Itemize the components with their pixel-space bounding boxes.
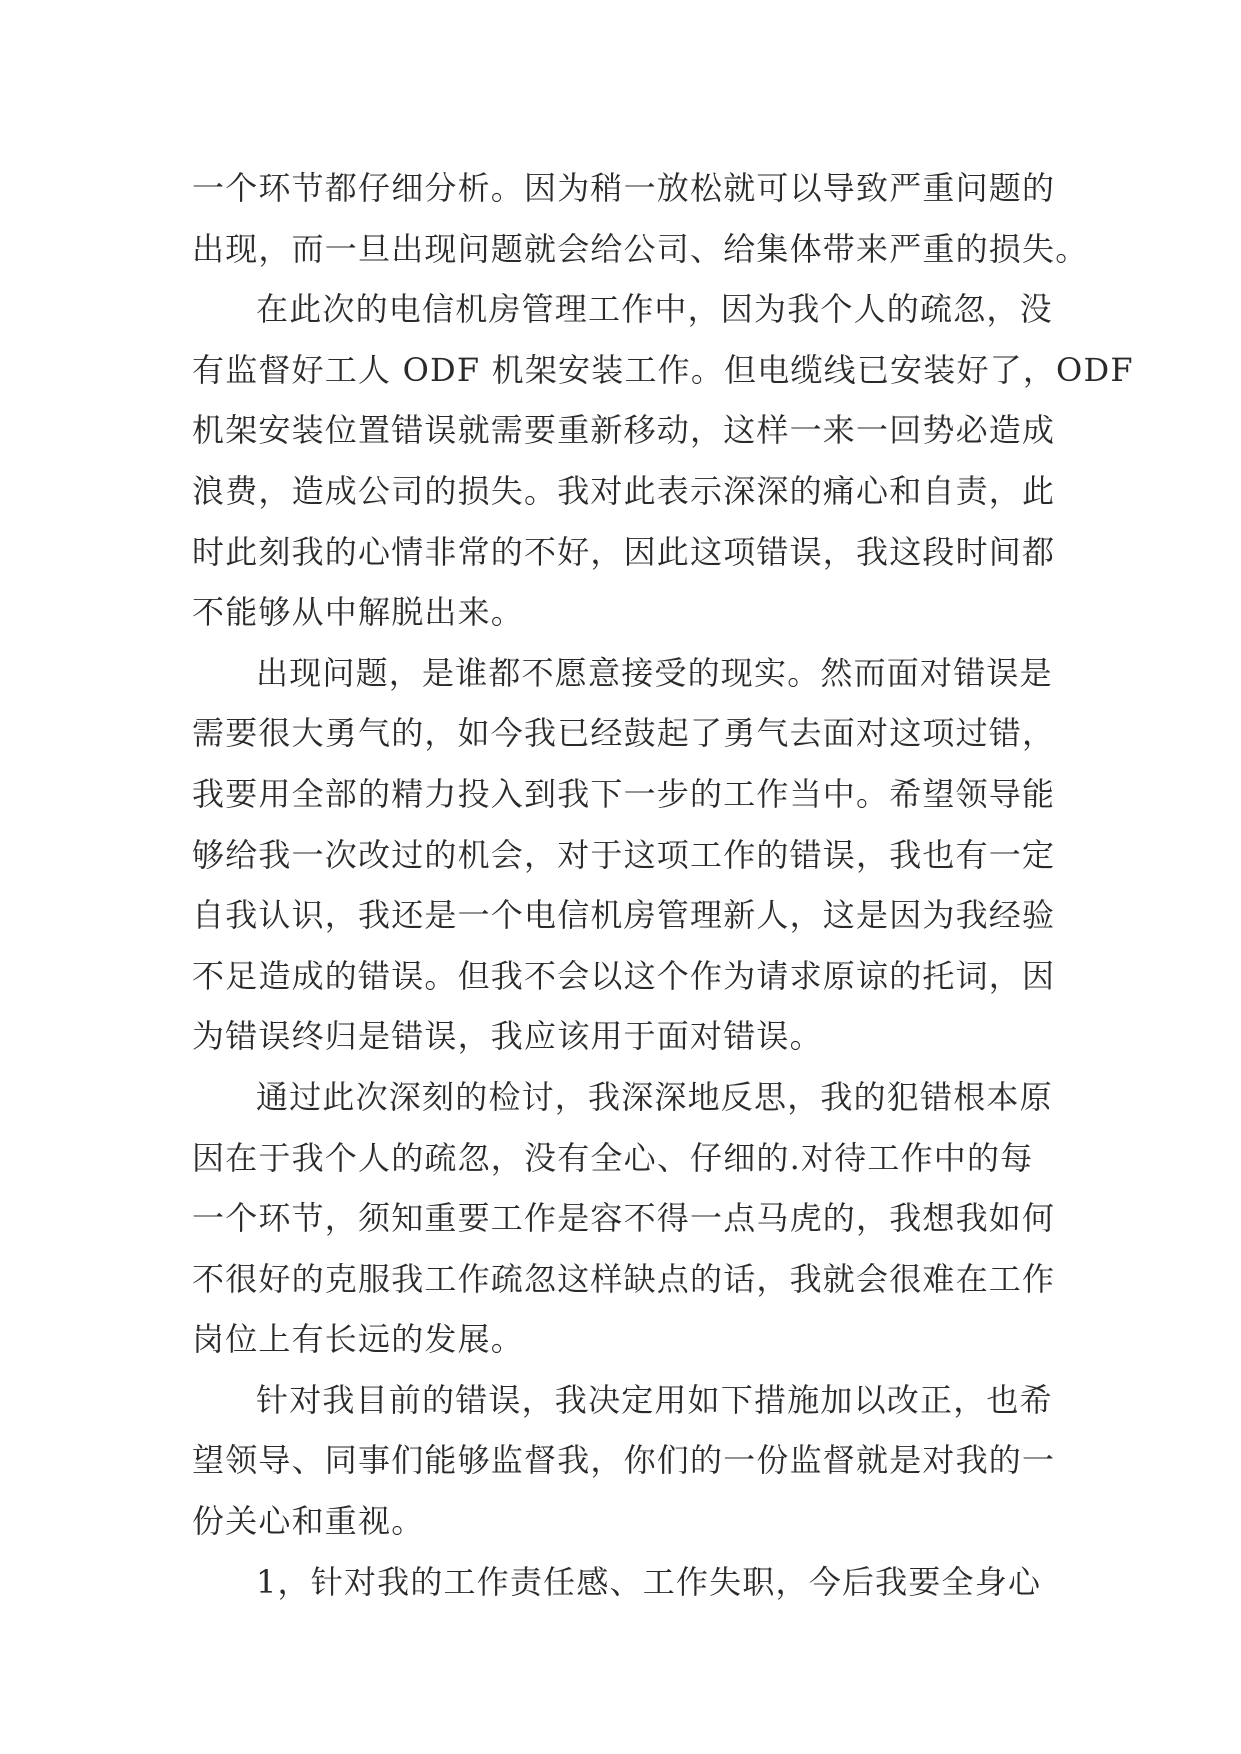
paragraph-first-line: 通过此次深刻的检讨，我深深地反思，我的犯错根本原 [256,1077,1053,1116]
text-line: 为错误终归是错误，我应该用于面对错误。 [192,1017,823,1056]
text-line: 出现，而一旦出现问题就会给公司、给集体带来严重的损失。 [192,229,1089,268]
text-line: 岗位上有长远的发展。 [192,1320,525,1359]
text-line: 份关心和重视。 [192,1502,425,1541]
text-line: 不能够从中解脱出来。 [192,593,525,632]
text-line: 浪费，造成公司的损失。我对此表示深深的痛心和自责，此 [192,471,1056,510]
text-line: 不很好的克服我工作疏忽这样缺点的话，我就会很难在工作 [192,1259,1056,1298]
paragraph-first-line: 在此次的电信机房管理工作中，因为我个人的疏忽，没 [256,290,1053,329]
paragraph-first-line: 针对我目前的错误，我决定用如下措施加以改正，也希 [256,1380,1053,1419]
text-line: 我要用全部的精力投入到我下一步的工作当中。希望领导能 [192,774,1056,813]
text-line: 够给我一次改过的机会，对于这项工作的错误，我也有一定 [192,835,1056,874]
paragraph-first-line: 出现问题，是谁都不愿意接受的现实。然而面对错误是 [256,653,1053,692]
text-line: 自我认识，我还是一个电信机房管理新人，这是因为我经验 [192,896,1056,935]
text-line: 因在于我个人的疏忽，没有全心、仔细的.对待工作中的每 [192,1138,1034,1177]
text-line: 一个环节，须知重要工作是容不得一点马虎的，我想我如何 [192,1199,1056,1238]
text-line: 时此刻我的心情非常的不好，因此这项错误，我这段时间都 [192,532,1056,571]
text-line: 需要很大勇气的，如今我已经鼓起了勇气去面对这项过错， [192,714,1056,753]
text-line: 不足造成的错误。但我不会以这个作为请求原谅的托词，因 [192,956,1056,995]
document-body [192,158,1134,1612]
text-line: 机架安装位置错误就需要重新移动，这样一来一回势必造成 [192,411,1056,450]
text-line: 望领导、同事们能够监督我，你们的一份监督就是对我的一 [192,1441,1056,1480]
text-line: 一个环节都仔细分析。因为稍一放松就可以导致严重问题的 [192,169,1056,207]
text-line: 有监督好工人 ODF 机架安装工作。但电缆线已安装好了，ODF [192,350,1134,389]
paragraph-first-line: 1，针对我的工作责任感、工作失职，今后我要全身心 [256,1562,1042,1601]
